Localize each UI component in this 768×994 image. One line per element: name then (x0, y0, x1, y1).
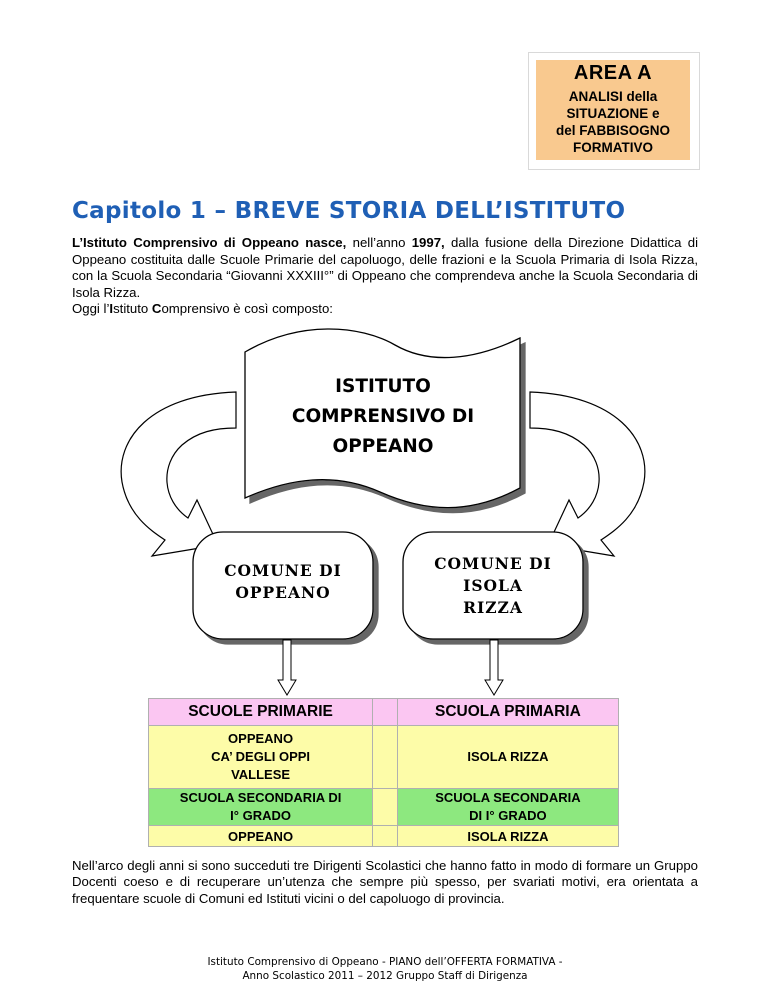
secondary-left-cell (149, 789, 373, 826)
intro-lead: L’Istituto Comprensivo di Oppeano nasce, (72, 235, 347, 250)
down-arrow-left (278, 640, 296, 695)
intro-line-2-e: omprensivo è così composto: (161, 301, 333, 317)
primary-right-cell: ISOLA RIZZA (397, 726, 618, 789)
comune-isola-rizza-label (403, 553, 583, 619)
secondary-line: SCUOLA SECONDARIA (435, 790, 581, 805)
header-primary-right: SCUOLA PRIMARIA (397, 699, 618, 726)
intro-line-2-b: I (109, 301, 114, 317)
page-footer (72, 955, 698, 983)
table-gap (373, 789, 398, 826)
table-gap (373, 699, 398, 726)
schools-table (148, 698, 619, 847)
closing-paragraph: Nell’arco degli anni si sono succeduti tre Dirigenti Scolastici che hanno fatto in modo di formare un Gruppo Docenti coeso e di recuperare un’utenza che sempre più spesso, per svariati motivi, era orientata a frequentare scuole di Comuni ed Istituti vicini o del capoluogo di provincia. (72, 858, 698, 906)
comune-line: COMUNE DI (224, 561, 342, 580)
secondary-line: I° GRADO (230, 808, 291, 823)
comune-line: COMUNE DI (434, 554, 552, 573)
intro-year: 1997, (411, 235, 445, 250)
table-gap (373, 726, 398, 789)
comune-line: OPPEANO (235, 583, 331, 602)
secondary-left-place: OPPEANO (149, 826, 373, 847)
table-gap (373, 826, 398, 847)
down-arrow-right (485, 640, 503, 695)
secondary-line: SCUOLA SECONDARIA DI (179, 790, 342, 805)
banner-title (258, 372, 508, 462)
area-subtitle-line: ANALISI della (568, 89, 658, 104)
school-name: OPPEANO (228, 731, 294, 746)
intro-line-2-a: Oggi l’ (72, 301, 110, 317)
secondary-line: DI I° GRADO (469, 808, 547, 823)
curved-arrow-left (121, 392, 236, 556)
banner-line: ISTITUTO (335, 376, 431, 397)
footer-line: Istituto Comprensivo di Oppeano - PIANO dell’OFFERTA FORMATIVA - (207, 956, 563, 968)
footer-line: Anno Scolastico 2011 – 2012 Gruppo Staff di Dirigenza (242, 970, 528, 982)
chapter-title: Capitolo 1 – BREVE STORIA DELL’ISTITUTO (72, 198, 626, 224)
intro-text-2: dalla fusione della Direzione Didattica di Oppeano costituita dalle Scuole Primarie del capoluogo, delle frazioni e la Scuola Primaria di Isola Rizza, con la Scuola Secondaria “Giovanni XXXIII°” di Oppeano che comprendeva anche la Scuola Secondaria di Isola Rizza. (72, 235, 699, 300)
table-row (149, 699, 619, 726)
banner-line: OPPEANO (332, 436, 434, 457)
primary-left-cell (149, 726, 373, 789)
area-subtitle-line: FORMATIVO (573, 140, 653, 155)
comune-line: RIZZA (463, 598, 523, 617)
area-title: AREA A (573, 62, 653, 84)
intro-line-2-c: stituto (113, 301, 152, 317)
area-subtitle-line: SITUAZIONE e (566, 106, 660, 121)
school-name: CA’ DEGLI OPPI (211, 749, 311, 764)
area-subtitle-line: del FABBISOGNO (555, 123, 670, 138)
comune-oppeano-label (193, 560, 373, 604)
table-row (149, 826, 619, 847)
banner-line: COMPRENSIVO DI (291, 406, 475, 427)
secondary-right-cell (397, 789, 618, 826)
intro-line-2-d: C (151, 301, 162, 317)
secondary-right-place: ISOLA RIZZA (397, 826, 618, 847)
comune-line: ISOLA (463, 576, 523, 595)
table-row (149, 726, 619, 789)
intro-text-1: nell’anno (346, 235, 412, 250)
school-name: VALLESE (231, 767, 291, 782)
header-primary-left: SCUOLE PRIMARIE (149, 699, 373, 726)
table-row (149, 789, 619, 826)
